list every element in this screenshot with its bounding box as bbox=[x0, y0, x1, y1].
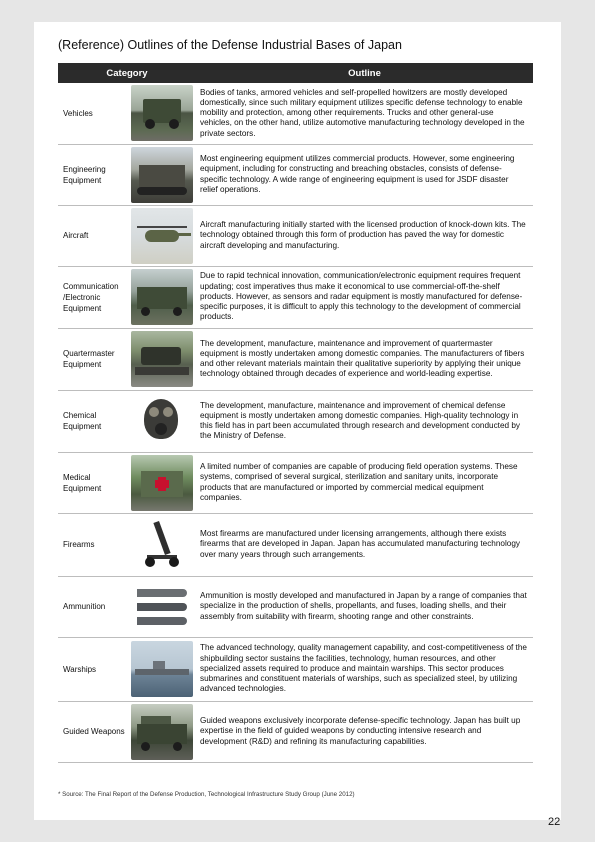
engineering-vehicle-photo bbox=[131, 147, 193, 203]
image-cell bbox=[128, 637, 196, 701]
ammunition-shells-photo bbox=[131, 579, 193, 635]
warship-photo bbox=[131, 641, 193, 697]
category-cell: Vehicles bbox=[58, 83, 128, 144]
outline-cell: The advanced technology, quality management capability, and cost-competitiveness of the shipbuilding sector sustains the facilities, technology, human resources, and other specialized assets required to produce and maintain warships. This sector produces submarines and constituent materials of warships, such as specialized steel, by utilizing advanced technologies. bbox=[196, 637, 533, 701]
category-cell: Quartermaster Equipment bbox=[58, 328, 128, 390]
page-number: 22 bbox=[548, 816, 561, 828]
outline-header: Outline bbox=[196, 63, 533, 83]
category-cell: Aircraft bbox=[58, 205, 128, 266]
outline-cell: Aircraft manufacturing initially started with the licensed production of knock-down kits. The technology obtained through this form of production has paved the way for domestic aircraft developing and manufacturing. bbox=[196, 205, 533, 266]
outline-cell: Bodies of tanks, armored vehicles and self-propelled howitzers are mostly developed domestically, since such military equipment utilizes specific defense technology to enable mobility and protection, among other requirements. Trucks and other general-use vehicles, on the other hand, utilize automotive manufacturing technology developed in the private sectors. bbox=[196, 83, 533, 144]
source-note: * Source: The Final Report of the Defense Production, Technological Infrastructure Study Group (June 2012) bbox=[58, 791, 355, 798]
gas-mask-photo bbox=[131, 393, 193, 449]
table-row bbox=[58, 266, 533, 328]
category-cell: Engineering Equipment bbox=[58, 144, 128, 205]
category-cell: Warships bbox=[58, 637, 128, 701]
image-cell bbox=[128, 328, 196, 390]
image-cell bbox=[128, 701, 196, 762]
outline-cell: The development, manufacture, maintenance and improvement of chemical defense equipment is mostly undertaken among domestic companies. High-quality technology in this field has in part been accumulated through research and development conducted by the Ministry of Defense. bbox=[196, 390, 533, 452]
table-row bbox=[58, 205, 533, 266]
image-cell bbox=[128, 266, 196, 328]
table-row bbox=[58, 513, 533, 576]
category-cell: Medical Equipment bbox=[58, 452, 128, 513]
table-row bbox=[58, 637, 533, 701]
image-cell bbox=[128, 83, 196, 144]
communication-vehicle-photo bbox=[131, 269, 193, 325]
helicopter-photo bbox=[131, 208, 193, 264]
outline-cell: The development, manufacture, maintenance and improvement of quartermaster equipment is mostly undertaken among domestic companies. The manufacturers of fibers and other relevant materials maintain their qualitative superiority by applying their unique technology obtained through decades of experience and world-leading expertise. bbox=[196, 328, 533, 390]
table-row bbox=[58, 328, 533, 390]
page-title: (Reference) Outlines of the Defense Industrial Bases of Japan bbox=[58, 38, 402, 52]
outline-cell: Due to rapid technical innovation, communication/electronic equipment requires frequent updating; cost imperatives thus make it economical to use commercial-off-the-shelf products. However, as sensors and radar equipment is mostly manufactured for defense-specific purposes, it is difficult to apply this technology to the development of commercial products. bbox=[196, 266, 533, 328]
medical-vehicle-photo bbox=[131, 455, 193, 511]
category-header: Category bbox=[58, 63, 196, 83]
table-header-row bbox=[58, 63, 533, 83]
image-cell bbox=[128, 452, 196, 513]
image-cell bbox=[128, 576, 196, 637]
table-row bbox=[58, 576, 533, 637]
military-truck-photo bbox=[131, 85, 193, 141]
table-row bbox=[58, 83, 533, 144]
outline-cell: Most engineering equipment utilizes commercial products. However, some engineering equipment, including for constructing and breaching obstacles, consists of defense-specific technology. A wide range of engineering equipment is used for JSDF disaster relief operations. bbox=[196, 144, 533, 205]
outline-cell: A limited number of companies are capable of producing field operation systems. These systems, comprised of several surgical, sterilization and sanitary units, incorporate products that are manufactured or imported by commercial medical equipment companies. bbox=[196, 452, 533, 513]
category-cell: Communication /Electronic Equipment bbox=[58, 266, 128, 328]
category-cell: Guided Weapons bbox=[58, 701, 128, 762]
outline-cell: Guided weapons exclusively incorporate defense-specific technology. Japan has built up expertise in the field of guided weapons by conducting intensive research and development (R&D) and refining its manufacturing capabilities. bbox=[196, 701, 533, 762]
table-row bbox=[58, 701, 533, 762]
outline-cell: Ammunition is mostly developed and manufactured in Japan by a range of companies that specialize in the production of shells, propellants, and fuses, loading shells, and their assembly from suitability with firearm, shooting range and other constraints. bbox=[196, 576, 533, 637]
image-cell bbox=[128, 513, 196, 576]
category-cell: Firearms bbox=[58, 513, 128, 576]
image-cell bbox=[128, 205, 196, 266]
outline-cell: Most firearms are manufactured under licensing arrangements, although there exists firearms that are developed in Japan. Japan has accumulated manufacturing technology over many years through such arrangements. bbox=[196, 513, 533, 576]
missile-launcher-vehicle-photo bbox=[131, 704, 193, 760]
image-cell bbox=[128, 390, 196, 452]
table-row bbox=[58, 452, 533, 513]
table-row bbox=[58, 144, 533, 205]
category-cell: Ammunition bbox=[58, 576, 128, 637]
image-cell bbox=[128, 144, 196, 205]
table-row bbox=[58, 390, 533, 452]
defense-industry-table bbox=[58, 63, 533, 763]
quartermaster-equipment-photo bbox=[131, 331, 193, 387]
category-cell: Chemical Equipment bbox=[58, 390, 128, 452]
mortar-photo bbox=[131, 517, 193, 573]
